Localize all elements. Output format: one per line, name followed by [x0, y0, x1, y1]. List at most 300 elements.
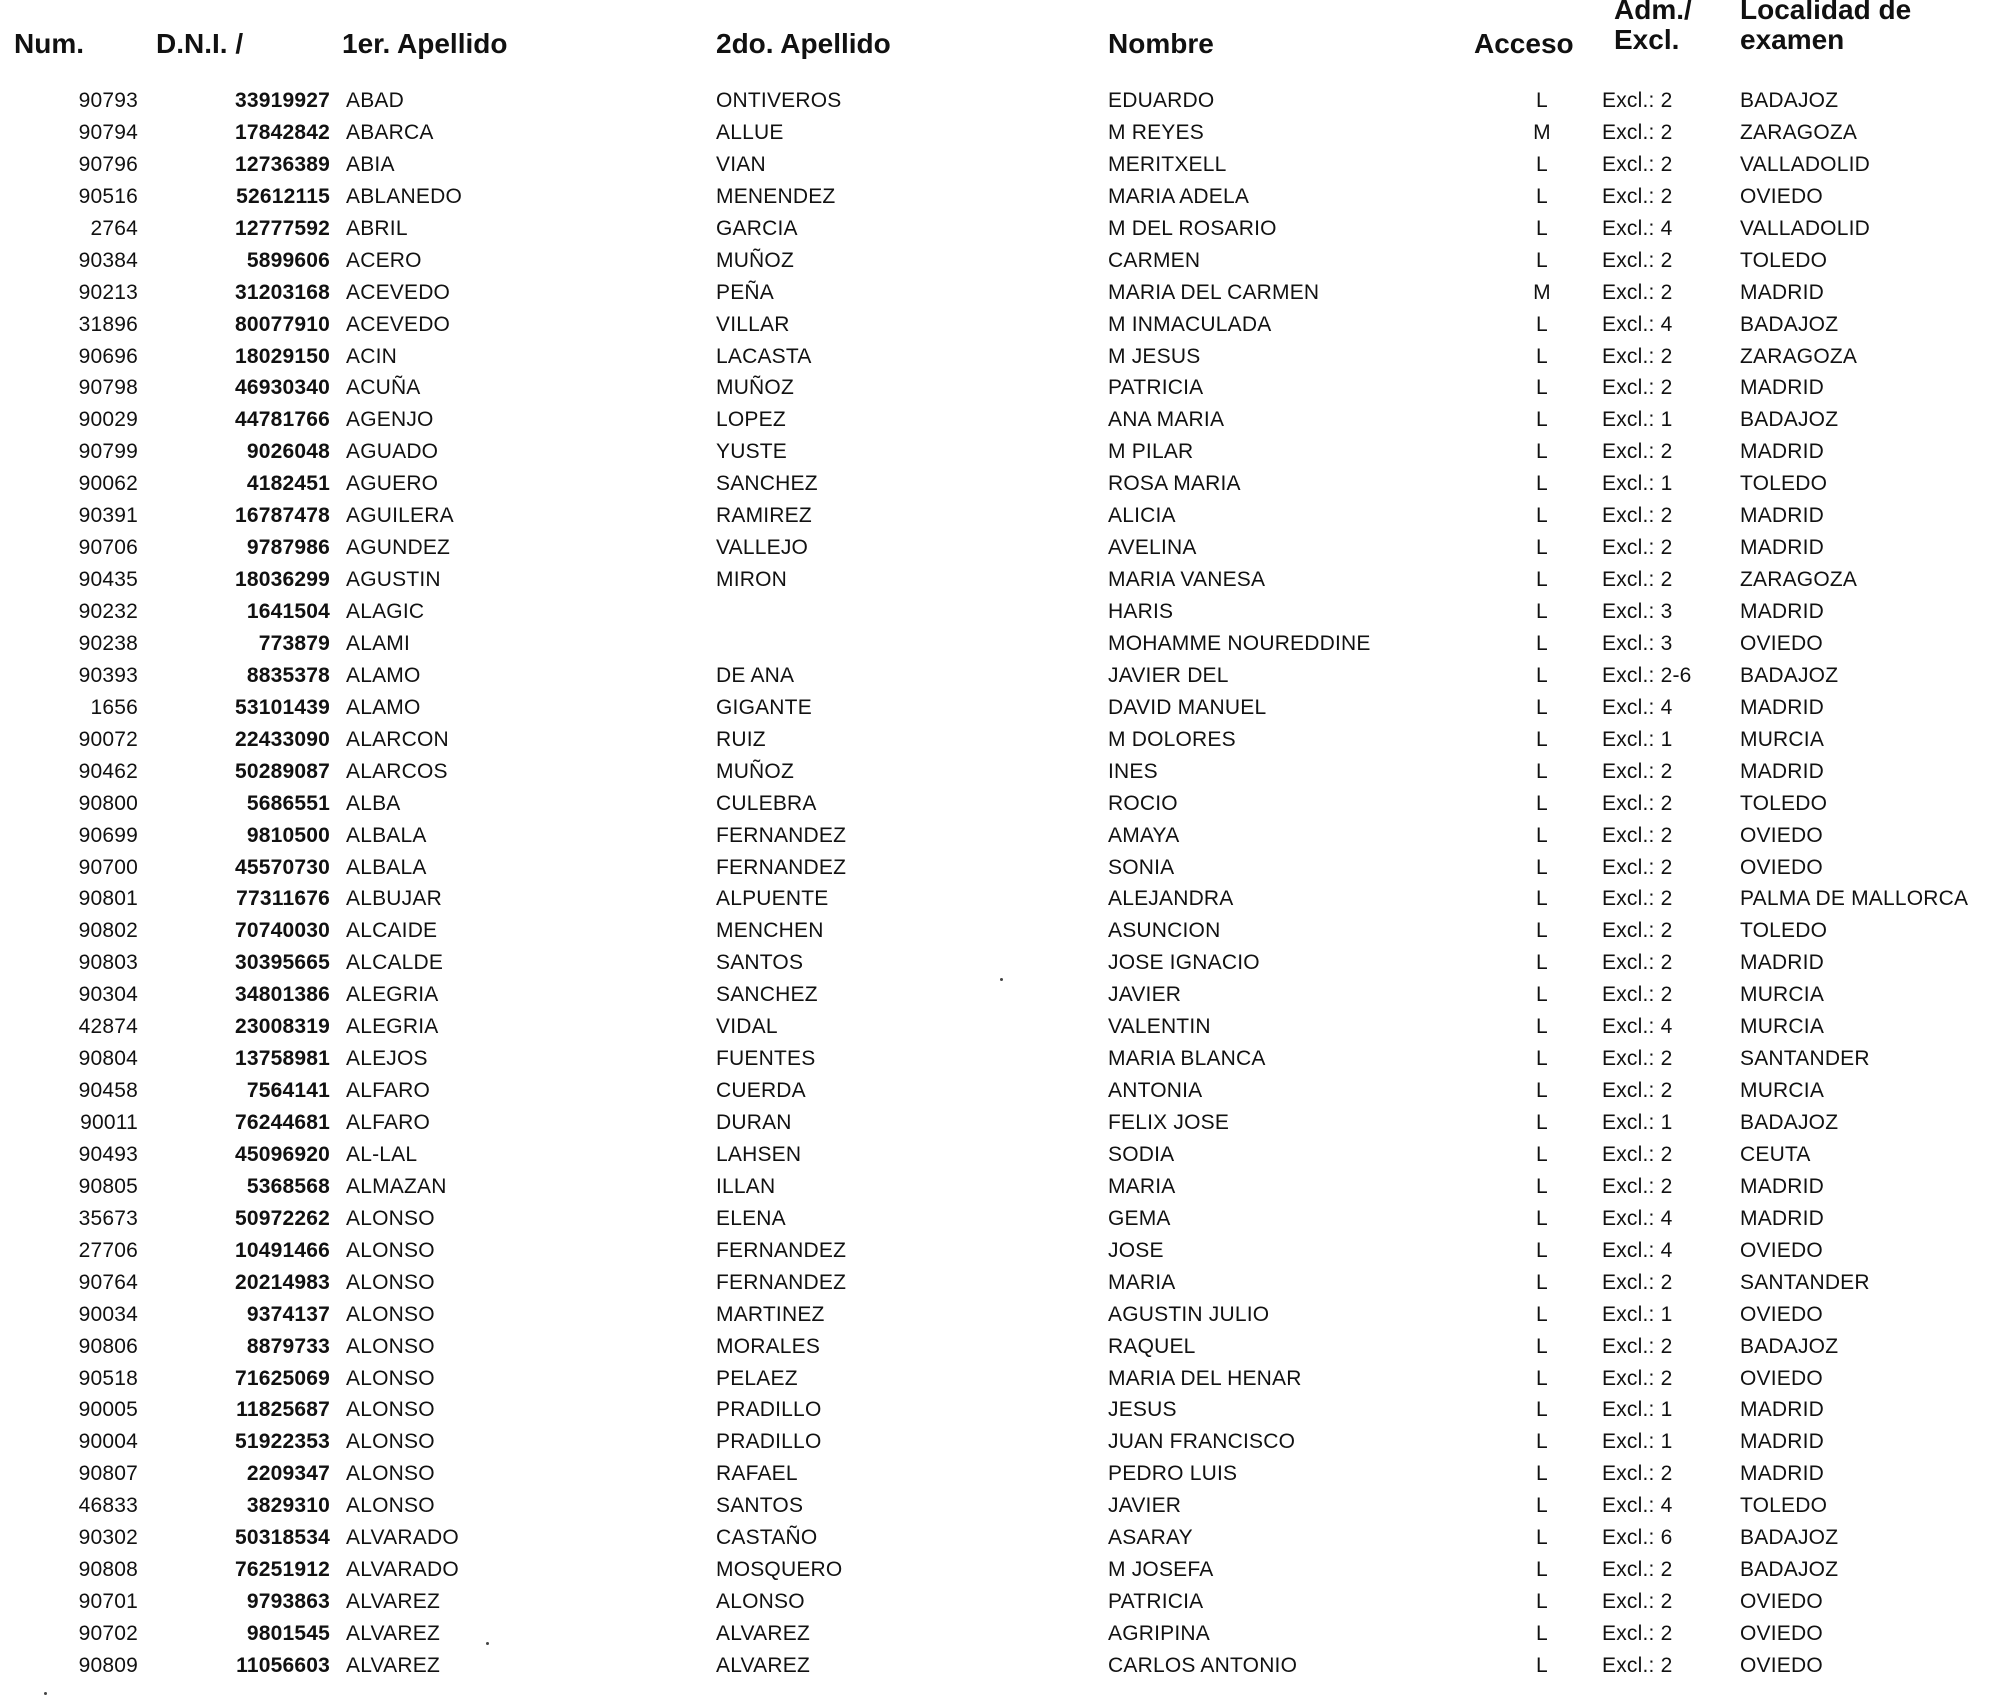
cell-num: 90034: [78, 1302, 138, 1326]
cell-localidad: OVIEDO: [1740, 1590, 1823, 1614]
cell-nombre: M JOSEFA: [1108, 1558, 1214, 1582]
cell-nombre: M INMACULADA: [1108, 312, 1272, 336]
cell-apellido2: VILLAR: [716, 312, 790, 336]
cell-excl: Excl.: 1: [1602, 1430, 1673, 1454]
cell-acceso: L: [1536, 216, 1548, 240]
cell-apellido2: ALPUENTE: [716, 887, 829, 911]
cell-nombre: ROSA MARIA: [1108, 472, 1241, 496]
cell-apellido1: ALAGIC: [346, 600, 425, 623]
cell-acceso: L: [1536, 1206, 1548, 1230]
cell-excl: Excl.: 4: [1602, 1494, 1673, 1518]
cell-apellido2: VIAN: [716, 152, 766, 176]
cell-acceso: L: [1536, 951, 1548, 975]
cell-dni: 9787986: [246, 536, 330, 560]
cell-dni: 46930340: [234, 376, 330, 400]
cell-dni: 8879733: [246, 1334, 330, 1358]
cell-excl: Excl.: 1: [1602, 1302, 1673, 1326]
cell-nombre: AMAYA: [1108, 823, 1180, 847]
table-row: [0, 1619, 2000, 1651]
cell-excl: Excl.: 2: [1602, 504, 1673, 528]
cell-dni: 76244681: [234, 1111, 330, 1134]
cell-excl: Excl.: 2: [1602, 887, 1673, 911]
cell-acceso: L: [1536, 1430, 1548, 1454]
header-apellido1: 1er. Apellido: [342, 28, 508, 59]
cell-localidad: MADRID: [1740, 695, 1825, 719]
cell-dni: 11825687: [236, 1398, 330, 1422]
cell-apellido1: ALBUJAR: [346, 887, 442, 911]
cell-num: 90435: [78, 568, 138, 592]
cell-excl: Excl.: 2: [1602, 1334, 1673, 1358]
cell-nombre: SODIA: [1108, 1142, 1175, 1166]
cell-dni: 17842842: [234, 120, 330, 144]
cell-excl: Excl.: 4: [1602, 1206, 1673, 1230]
table-row: [0, 1651, 2000, 1683]
table-row: [0, 821, 2000, 853]
cell-excl: Excl.: 2: [1602, 1047, 1673, 1071]
cell-localidad: BADAJOZ: [1740, 1526, 1839, 1550]
cell-nombre: ALICIA: [1108, 504, 1176, 528]
cell-num: 90706: [78, 536, 138, 560]
table-row: [0, 1300, 2000, 1332]
cell-apellido1: ALVARADO: [346, 1526, 459, 1550]
cell-num: 90808: [78, 1558, 138, 1582]
cell-apellido2: MIRON: [716, 568, 787, 592]
cell-num: 90005: [78, 1398, 138, 1422]
cell-dni: 53101439: [234, 695, 330, 719]
cell-nombre: MARIA ADELA: [1108, 184, 1250, 208]
cell-apellido1: AGUERO: [346, 472, 439, 496]
table-row: [0, 980, 2000, 1012]
cell-nombre: ASARAY: [1108, 1526, 1193, 1550]
cell-acceso: L: [1536, 727, 1548, 751]
cell-apellido1: AGUNDEZ: [346, 536, 451, 560]
cell-excl: Excl.: 2: [1602, 89, 1673, 112]
cell-apellido1: ALONSO: [346, 1366, 435, 1390]
cell-apellido1: ALBA: [346, 791, 401, 815]
table-row: [0, 405, 2000, 437]
cell-num: 90302: [78, 1526, 138, 1550]
header-num: Num.: [14, 28, 84, 59]
cell-dni: 7564141: [246, 1079, 330, 1103]
cell-localidad: OVIEDO: [1740, 823, 1823, 847]
table-row: [0, 278, 2000, 310]
table-row: [0, 150, 2000, 182]
table-row: [0, 661, 2000, 693]
cell-acceso: L: [1536, 408, 1548, 432]
cell-acceso: L: [1536, 631, 1548, 655]
cell-localidad: MURCIA: [1740, 727, 1825, 751]
table-row: [0, 1204, 2000, 1236]
table-row: [0, 182, 2000, 214]
cell-dni: 34801386: [234, 983, 330, 1007]
cell-num: 90238: [78, 631, 138, 655]
cell-apellido1: ALMAZAN: [346, 1174, 447, 1198]
cell-apellido1: ALEJOS: [346, 1047, 428, 1071]
cell-dni: 773879: [258, 631, 330, 655]
cell-localidad: SANTANDER: [1740, 1047, 1870, 1071]
cell-apellido2: SANCHEZ: [716, 983, 818, 1007]
cell-num: 46833: [78, 1494, 138, 1518]
cell-num: 90518: [78, 1366, 138, 1390]
cell-dni: 2209347: [246, 1462, 330, 1486]
cell-excl: Excl.: 2: [1602, 120, 1673, 144]
cell-apellido1: ALBALA: [346, 823, 427, 847]
cell-num: 90701: [78, 1590, 138, 1614]
cell-acceso: L: [1536, 1462, 1548, 1486]
cell-num: 90493: [78, 1142, 138, 1166]
cell-apellido2: ALONSO: [716, 1590, 805, 1614]
cell-excl: Excl.: 4: [1602, 695, 1673, 719]
cell-nombre: CARLOS ANTONIO: [1108, 1653, 1298, 1677]
table-row: [0, 373, 2000, 405]
cell-apellido1: ACUÑA: [346, 376, 421, 400]
cell-apellido2: VIDAL: [716, 1015, 778, 1039]
cell-apellido2: LOPEZ: [716, 408, 786, 432]
cell-acceso: L: [1536, 600, 1548, 623]
cell-localidad: MADRID: [1740, 1398, 1825, 1422]
cell-acceso: L: [1536, 1398, 1548, 1422]
cell-apellido1: ALBALA: [346, 855, 427, 879]
cell-nombre: JAVIER: [1108, 1494, 1182, 1518]
table-row: [0, 629, 2000, 661]
header-localidad-line2: examen: [1740, 24, 1845, 55]
cell-dni: 50289087: [234, 759, 330, 783]
cell-apellido2: RUIZ: [716, 727, 766, 751]
cell-nombre: MARIA DEL HENAR: [1108, 1366, 1302, 1390]
cell-apellido1: ABARCA: [346, 120, 434, 144]
cell-num: 90796: [78, 152, 138, 176]
cell-acceso: L: [1536, 1111, 1548, 1134]
cell-excl: Excl.: 6: [1602, 1526, 1673, 1550]
cell-apellido1: ALONSO: [346, 1494, 435, 1518]
cell-dni: 5686551: [246, 791, 330, 815]
cell-acceso: L: [1536, 1334, 1548, 1358]
cell-localidad: BADAJOZ: [1740, 1334, 1839, 1358]
cell-dni: 18036299: [234, 568, 330, 592]
cell-acceso: L: [1536, 1558, 1548, 1582]
cell-acceso: L: [1536, 376, 1548, 400]
table-row: [0, 437, 2000, 469]
cell-localidad: ZARAGOZA: [1740, 568, 1858, 592]
header-nombre: Nombre: [1108, 28, 1214, 59]
cell-num: 90802: [78, 919, 138, 943]
cell-nombre: MOHAMME NOUREDDINE: [1108, 631, 1371, 655]
table-header: [0, 0, 2000, 70]
cell-apellido2: ELENA: [716, 1206, 786, 1230]
cell-apellido2: CUERDA: [716, 1079, 806, 1103]
cell-acceso: L: [1536, 855, 1548, 879]
cell-dni: 44781766: [234, 408, 330, 432]
cell-excl: Excl.: 2: [1602, 983, 1673, 1007]
cell-apellido1: ALCAIDE: [346, 919, 438, 943]
cell-dni: 33919927: [234, 89, 330, 112]
cell-localidad: MADRID: [1740, 280, 1825, 304]
cell-dni: 77311676: [236, 887, 330, 911]
cell-apellido2: DURAN: [716, 1111, 792, 1134]
cell-apellido1: AGUADO: [346, 440, 439, 464]
table-row: [0, 853, 2000, 885]
cell-nombre: EDUARDO: [1108, 89, 1215, 112]
cell-dni: 70740030: [234, 919, 330, 943]
cell-dni: 5368568: [246, 1174, 330, 1198]
cell-dni: 50318534: [234, 1526, 330, 1550]
cell-excl: Excl.: 4: [1602, 1015, 1673, 1039]
cell-dni: 18029150: [234, 344, 330, 368]
table-row: [0, 214, 2000, 246]
header-localidad-line1: Localidad de: [1740, 0, 1912, 25]
cell-nombre: M DEL ROSARIO: [1108, 216, 1277, 240]
cell-apellido1: ALONSO: [346, 1334, 435, 1358]
cell-nombre: VALENTIN: [1108, 1015, 1211, 1039]
cell-acceso: L: [1536, 1238, 1548, 1262]
cell-num: 90803: [78, 951, 138, 975]
cell-apellido1: ALONSO: [346, 1302, 435, 1326]
cell-dni: 12777592: [234, 216, 330, 240]
cell-acceso: L: [1536, 1015, 1548, 1039]
cell-apellido2: ALLUE: [716, 120, 784, 144]
cell-dni: 45570730: [234, 855, 330, 879]
cell-num: 90696: [78, 344, 138, 368]
header-acceso: Acceso: [1474, 28, 1574, 59]
cell-apellido2: SANTOS: [716, 951, 804, 975]
cell-excl: Excl.: 4: [1602, 312, 1673, 336]
cell-apellido1: ACIN: [346, 344, 397, 368]
cell-dni: 5899606: [246, 248, 330, 272]
cell-nombre: ANTONIA: [1108, 1079, 1203, 1103]
table-row: [0, 1587, 2000, 1619]
cell-apellido2: SANTOS: [716, 1494, 804, 1518]
cell-acceso: L: [1536, 536, 1548, 560]
cell-dni: 76251912: [234, 1558, 330, 1582]
cell-localidad: CEUTA: [1740, 1142, 1811, 1166]
cell-localidad: SANTANDER: [1740, 1270, 1870, 1294]
cell-acceso: L: [1536, 152, 1548, 176]
cell-apellido2: ALVAREZ: [716, 1653, 810, 1677]
cell-acceso: L: [1536, 887, 1548, 911]
cell-apellido1: AGUILERA: [346, 504, 454, 528]
table-row: [0, 1459, 2000, 1491]
cell-nombre: SONIA: [1108, 855, 1175, 879]
cell-apellido1: ALAMO: [346, 663, 421, 687]
cell-excl: Excl.: 2-6: [1602, 663, 1692, 687]
cell-apellido2: VALLEJO: [716, 536, 809, 560]
cell-apellido2: MOSQUERO: [716, 1558, 843, 1582]
cell-localidad: ZARAGOZA: [1740, 344, 1858, 368]
cell-nombre: INES: [1108, 759, 1158, 783]
cell-acceso: L: [1536, 1302, 1548, 1326]
table-row: [0, 501, 2000, 533]
cell-dni: 4182451: [246, 472, 330, 496]
cell-excl: Excl.: 1: [1602, 727, 1673, 751]
cell-apellido1: ABAD: [346, 89, 404, 112]
cell-acceso: L: [1536, 919, 1548, 943]
cell-acceso: L: [1536, 504, 1548, 528]
cell-apellido2: ALVAREZ: [716, 1622, 810, 1645]
cell-dni: 1641504: [246, 600, 330, 623]
cell-acceso: L: [1536, 568, 1548, 592]
cell-localidad: TOLEDO: [1740, 919, 1828, 943]
cell-acceso: L: [1536, 184, 1548, 208]
cell-acceso: L: [1536, 1047, 1548, 1071]
cell-apellido2: PELAEZ: [716, 1366, 798, 1390]
table-row: [0, 1427, 2000, 1459]
cell-acceso: L: [1536, 663, 1548, 687]
cell-localidad: BADAJOZ: [1740, 663, 1839, 687]
cell-num: 90702: [78, 1622, 138, 1645]
table-row: [0, 725, 2000, 757]
cell-excl: Excl.: 3: [1602, 600, 1673, 623]
cell-dni: 45096920: [234, 1142, 330, 1166]
cell-localidad: VALLADOLID: [1740, 152, 1870, 176]
cell-apellido2: FERNANDEZ: [716, 823, 847, 847]
cell-apellido1: ALONSO: [346, 1270, 435, 1294]
cell-excl: Excl.: 1: [1602, 1398, 1673, 1422]
cell-apellido2: CASTAÑO: [716, 1526, 818, 1550]
cell-apellido1: ALFARO: [346, 1111, 431, 1134]
cell-nombre: ANA MARIA: [1108, 408, 1225, 432]
cell-excl: Excl.: 2: [1602, 568, 1673, 592]
cell-dni: 9026048: [246, 440, 330, 464]
cell-excl: Excl.: 2: [1602, 440, 1673, 464]
cell-localidad: BADAJOZ: [1740, 1558, 1839, 1582]
cell-apellido2: SANCHEZ: [716, 472, 818, 496]
cell-excl: Excl.: 2: [1602, 1462, 1673, 1486]
cell-acceso: L: [1536, 89, 1548, 112]
cell-apellido2: DE ANA: [716, 663, 795, 687]
cell-dni: 52612115: [236, 184, 330, 208]
cell-num: 90804: [78, 1047, 138, 1071]
cell-nombre: PEDRO LUIS: [1108, 1462, 1238, 1486]
cell-localidad: TOLEDO: [1740, 791, 1828, 815]
cell-dni: 13758981: [234, 1047, 330, 1071]
cell-acceso: L: [1536, 1622, 1548, 1645]
cell-localidad: OVIEDO: [1740, 1622, 1823, 1645]
table-row: [0, 118, 2000, 150]
cell-apellido2: MENENDEZ: [716, 184, 836, 208]
cell-num: 90800: [78, 791, 138, 815]
cell-num: 90805: [78, 1174, 138, 1198]
header-adm-line2: Excl.: [1614, 24, 1680, 55]
cell-apellido2: LAHSEN: [716, 1142, 802, 1166]
cell-apellido2: PEÑA: [716, 280, 774, 304]
cell-num: 90794: [78, 120, 138, 144]
cell-apellido2: MUÑOZ: [716, 248, 794, 272]
cell-dni: 50972262: [234, 1206, 330, 1230]
cell-apellido2: LACASTA: [716, 344, 812, 368]
cell-num: 90516: [78, 184, 138, 208]
table-body: [0, 86, 2000, 1683]
cell-acceso: L: [1536, 759, 1548, 783]
cell-apellido1: ALARCOS: [346, 759, 448, 783]
table-row: [0, 469, 2000, 501]
table-row: [0, 1236, 2000, 1268]
table-row: [0, 789, 2000, 821]
cell-apellido1: ABIA: [346, 152, 395, 176]
cell-excl: Excl.: 2: [1602, 536, 1673, 560]
scan-speck: [1000, 978, 1003, 981]
cell-localidad: MADRID: [1740, 1206, 1825, 1230]
cell-num: 90393: [78, 663, 138, 687]
cell-dni: 71625069: [234, 1366, 330, 1390]
cell-num: 90213: [78, 280, 138, 304]
cell-num: 1656: [90, 695, 138, 719]
cell-excl: Excl.: 2: [1602, 1366, 1673, 1390]
cell-nombre: M DOLORES: [1108, 727, 1236, 751]
cell-apellido1: ALVARADO: [346, 1558, 459, 1582]
cell-excl: Excl.: 2: [1602, 1558, 1673, 1582]
cell-dni: 30395665: [234, 951, 330, 975]
cell-apellido2: YUSTE: [716, 440, 788, 464]
cell-apellido1: ALVAREZ: [346, 1622, 440, 1645]
table-row: [0, 1012, 2000, 1044]
cell-excl: Excl.: 2: [1602, 1174, 1673, 1198]
cell-apellido2: MORALES: [716, 1334, 821, 1358]
cell-localidad: MADRID: [1740, 504, 1825, 528]
cell-apellido1: ABRIL: [346, 216, 408, 240]
cell-num: 90700: [78, 855, 138, 879]
cell-localidad: VALLADOLID: [1740, 216, 1870, 240]
cell-num: 90011: [80, 1111, 138, 1134]
cell-num: 90793: [78, 89, 138, 112]
cell-apellido2: MENCHEN: [716, 919, 824, 943]
cell-apellido1: ALONSO: [346, 1462, 435, 1486]
cell-acceso: L: [1536, 344, 1548, 368]
table-row: [0, 1523, 2000, 1555]
cell-nombre: AVELINA: [1108, 536, 1197, 560]
cell-dni: 9801545: [246, 1622, 330, 1645]
cell-localidad: MADRID: [1740, 951, 1825, 975]
cell-localidad: MADRID: [1740, 1462, 1825, 1486]
cell-acceso: L: [1536, 472, 1548, 496]
table-row: [0, 342, 2000, 374]
cell-num: 90699: [78, 823, 138, 847]
cell-num: 90072: [78, 727, 138, 751]
cell-apellido1: ACEVEDO: [346, 312, 451, 336]
cell-excl: Excl.: 3: [1602, 631, 1673, 655]
cell-localidad: TOLEDO: [1740, 472, 1828, 496]
cell-nombre: AGRIPINA: [1108, 1622, 1210, 1645]
cell-num: 90798: [78, 376, 138, 400]
cell-localidad: MURCIA: [1740, 1015, 1825, 1039]
cell-dni: 9374137: [246, 1302, 330, 1326]
table-row: [0, 533, 2000, 565]
cell-localidad: BADAJOZ: [1740, 89, 1839, 112]
table-row: [0, 1140, 2000, 1172]
cell-excl: Excl.: 2: [1602, 280, 1673, 304]
table-row: [0, 1108, 2000, 1140]
cell-nombre: RAQUEL: [1108, 1334, 1196, 1358]
cell-apellido1: ALEGRIA: [346, 983, 439, 1007]
cell-excl: Excl.: 4: [1602, 216, 1673, 240]
table-row: [0, 884, 2000, 916]
cell-apellido2: FUENTES: [716, 1047, 816, 1071]
cell-nombre: MERITXELL: [1108, 152, 1227, 176]
cell-num: 90029: [78, 408, 138, 432]
cell-excl: Excl.: 2: [1602, 344, 1673, 368]
cell-localidad: MADRID: [1740, 536, 1825, 560]
cell-acceso: L: [1536, 1142, 1548, 1166]
cell-apellido2: RAMIREZ: [716, 504, 812, 528]
cell-nombre: JAVIER: [1108, 983, 1182, 1007]
cell-num: 90232: [78, 600, 138, 623]
cell-apellido1: ALEGRIA: [346, 1015, 439, 1039]
cell-num: 27706: [78, 1238, 138, 1262]
cell-nombre: MARIA: [1108, 1270, 1176, 1294]
table-row: [0, 86, 2000, 118]
cell-apellido1: ALVAREZ: [346, 1653, 440, 1677]
cell-num: 90391: [78, 504, 138, 528]
cell-acceso: L: [1536, 695, 1548, 719]
